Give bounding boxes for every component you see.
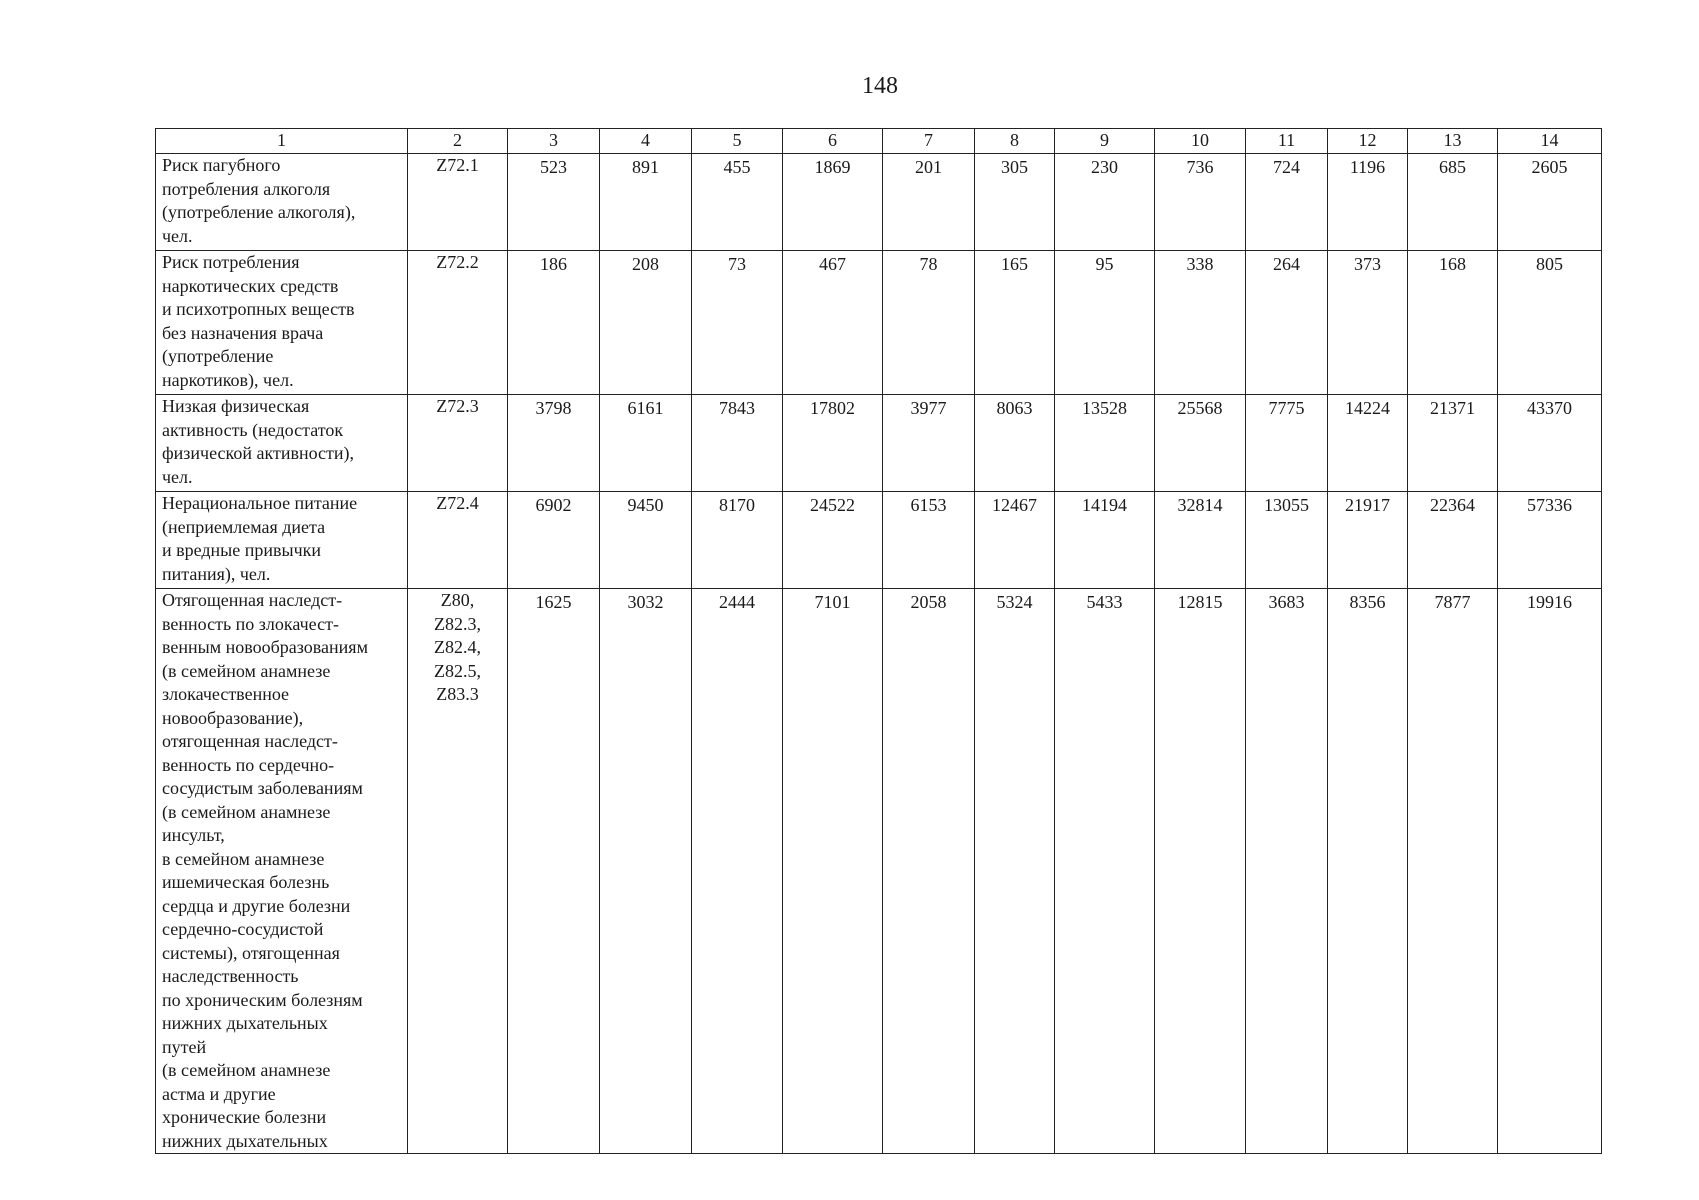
- table-cell: 8170: [692, 492, 783, 589]
- table-cell: 7877: [1408, 589, 1498, 1154]
- table-cell: 1196: [1328, 154, 1408, 251]
- table-cell: 3977: [883, 395, 975, 492]
- table-cell: 2605: [1498, 154, 1602, 251]
- table-cell: 95: [1055, 251, 1155, 395]
- column-header: 12: [1328, 129, 1408, 154]
- table-cell: 17802: [783, 395, 883, 492]
- table-cell: 5433: [1055, 589, 1155, 1154]
- row-label: Риск потребления наркотических средств и психотропных веществ без назначения врача (употребление наркотиков), чел.: [156, 251, 408, 395]
- column-header: 2: [408, 129, 508, 154]
- table-cell: 14194: [1055, 492, 1155, 589]
- table-cell: 6902: [508, 492, 600, 589]
- table-cell: 43370: [1498, 395, 1602, 492]
- table-cell: 19916: [1498, 589, 1602, 1154]
- statistics-table: [155, 128, 1602, 1154]
- table-cell: 230: [1055, 154, 1155, 251]
- table-cell: 186: [508, 251, 600, 395]
- column-header: 4: [600, 129, 692, 154]
- icd-code: Z72.1: [408, 154, 508, 251]
- table-cell: 338: [1155, 251, 1246, 395]
- table-cell: 13055: [1246, 492, 1328, 589]
- table-cell: 5324: [975, 589, 1055, 1154]
- table-row-unhealthy-diet: [156, 492, 1602, 589]
- table-cell: 22364: [1408, 492, 1498, 589]
- icd-code: Z72.3: [408, 395, 508, 492]
- table-cell: 2444: [692, 589, 783, 1154]
- table-cell: 3798: [508, 395, 600, 492]
- column-header: 8: [975, 129, 1055, 154]
- table-cell: 373: [1328, 251, 1408, 395]
- column-header: 3: [508, 129, 600, 154]
- table-cell: 78: [883, 251, 975, 395]
- table-cell: 523: [508, 154, 600, 251]
- column-header: 7: [883, 129, 975, 154]
- table-row-low-physical-activity: [156, 395, 1602, 492]
- table-cell: 3032: [600, 589, 692, 1154]
- table-cell: 805: [1498, 251, 1602, 395]
- column-header: 5: [692, 129, 783, 154]
- table-cell: 7775: [1246, 395, 1328, 492]
- table-cell: 305: [975, 154, 1055, 251]
- table-cell: 73: [692, 251, 783, 395]
- table-cell: 32814: [1155, 492, 1246, 589]
- icd-code: Z80, Z82.3, Z82.4, Z82.5, Z83.3: [408, 589, 508, 1154]
- table-cell: 57336: [1498, 492, 1602, 589]
- table-cell: 736: [1155, 154, 1246, 251]
- table-cell: 724: [1246, 154, 1328, 251]
- table-cell: 467: [783, 251, 883, 395]
- statistics-table-wrapper: [155, 128, 1601, 1154]
- table-cell: 1625: [508, 589, 600, 1154]
- table-cell: 14224: [1328, 395, 1408, 492]
- icd-code: Z72.2: [408, 251, 508, 395]
- table-cell: 168: [1408, 251, 1498, 395]
- table-cell: 21371: [1408, 395, 1498, 492]
- table-cell: 264: [1246, 251, 1328, 395]
- column-header: 11: [1246, 129, 1328, 154]
- table-cell: 13528: [1055, 395, 1155, 492]
- table-cell: 7101: [783, 589, 883, 1154]
- table-cell: 891: [600, 154, 692, 251]
- table-cell: 208: [600, 251, 692, 395]
- column-header: 13: [1408, 129, 1498, 154]
- table-cell: 165: [975, 251, 1055, 395]
- table-cell: 201: [883, 154, 975, 251]
- column-header: 6: [783, 129, 883, 154]
- table-cell: 455: [692, 154, 783, 251]
- table-cell: 3683: [1246, 589, 1328, 1154]
- table-cell: 1869: [783, 154, 883, 251]
- row-label: Нерациональное питание (неприемлемая диета и вредные привычки питания), чел.: [156, 492, 408, 589]
- table-cell: 9450: [600, 492, 692, 589]
- icd-code: Z72.4: [408, 492, 508, 589]
- table-cell: 24522: [783, 492, 883, 589]
- table-cell: 8356: [1328, 589, 1408, 1154]
- row-label: Низкая физическая активность (недостаток физической активности), чел.: [156, 395, 408, 492]
- table-cell: 6161: [600, 395, 692, 492]
- row-label: Риск пагубного потребления алкоголя (употребление алкоголя), чел.: [156, 154, 408, 251]
- header-row: [156, 129, 1602, 154]
- table-cell: 2058: [883, 589, 975, 1154]
- table-cell: 25568: [1155, 395, 1246, 492]
- table-row-alcohol-risk: [156, 154, 1602, 251]
- table-cell: 7843: [692, 395, 783, 492]
- row-label: Отягощенная наследст- венность по злокачест- венным новообразованиям (в семейном анамнезе злокачественное новообразование), отягощенная наследст- венность по сердечно- сосудистым заболеваниям (в семейном анамнезе инсульт, в семейном анамнезе ишемическая болезнь сердца и другие болезни сердечно-сосудистой системы), отягощенная наследственность по хроническим болезням нижних дыхательных путей (в семейном анамнезе астма и другие хронические болезни нижних дыхательных: [156, 589, 408, 1154]
- table-cell: 12815: [1155, 589, 1246, 1154]
- table-cell: 6153: [883, 492, 975, 589]
- table-cell: 12467: [975, 492, 1055, 589]
- table-cell: 8063: [975, 395, 1055, 492]
- page-number: 148: [862, 73, 898, 99]
- table-row-drug-use-risk: [156, 251, 1602, 395]
- table-cell: 21917: [1328, 492, 1408, 589]
- table-row-hereditary-burden: [156, 589, 1602, 1154]
- column-header: 10: [1155, 129, 1246, 154]
- table-cell: 685: [1408, 154, 1498, 251]
- column-header: 9: [1055, 129, 1155, 154]
- column-header: 14: [1498, 129, 1602, 154]
- column-header: 1: [156, 129, 408, 154]
